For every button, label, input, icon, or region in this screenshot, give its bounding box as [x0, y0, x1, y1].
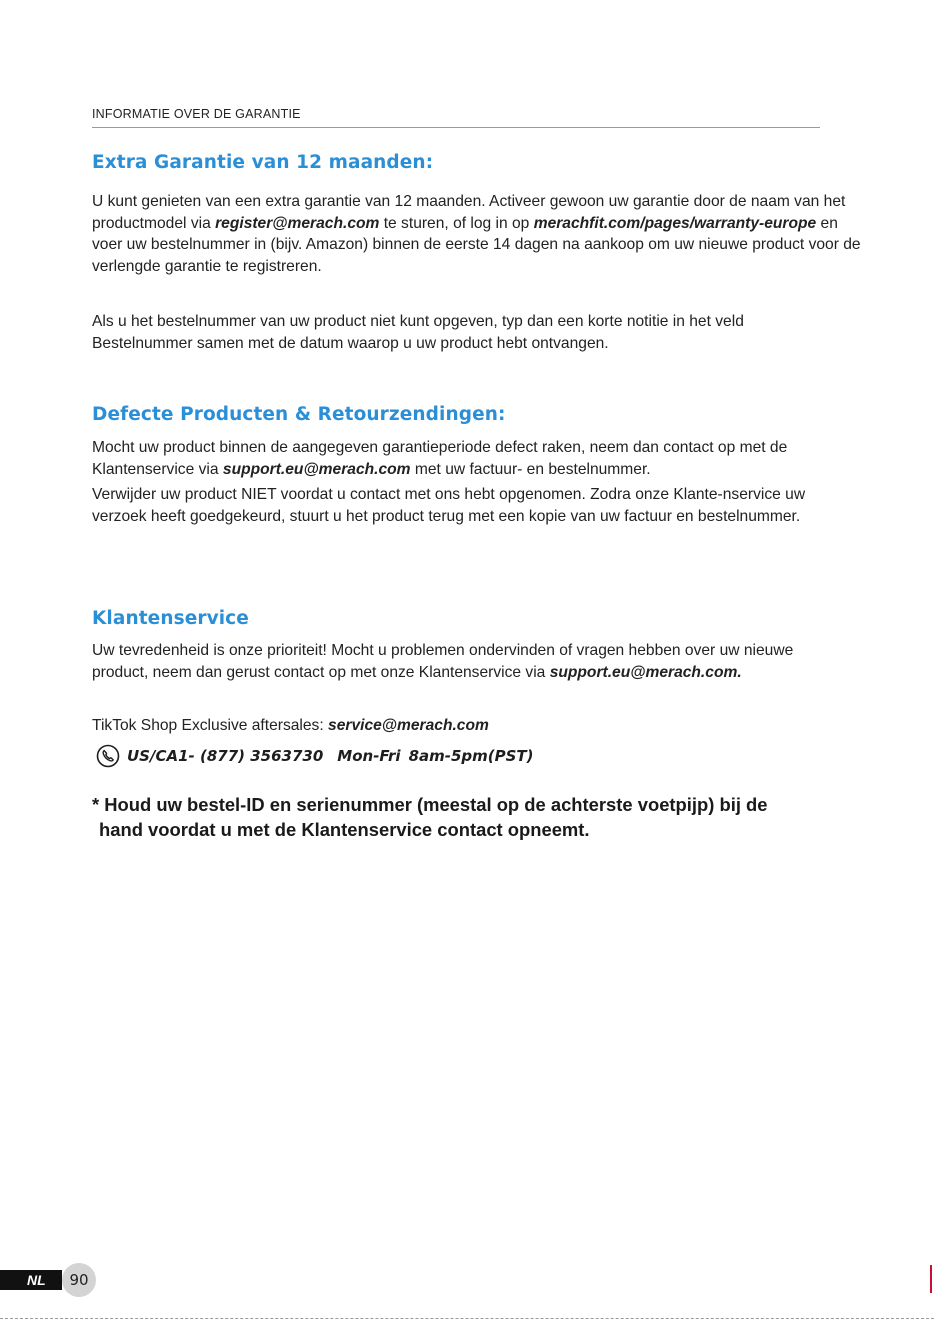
- phone-hours: 8am-5pm(PST): [408, 747, 534, 765]
- bottom-cut-line: [0, 1318, 934, 1319]
- edge-marker: [930, 1265, 932, 1293]
- support-email-link[interactable]: support.eu@merach.com: [222, 460, 411, 478]
- text: en voer uw bestelnummer in (bijv. Amazon) binnen de eerste 14 dagen na aankoop om uw nieuwe product voor de verlengde garantie te registreren.: [92, 214, 861, 275]
- paragraph-customer-service: [92, 640, 842, 683]
- text: U kunt genieten van een extra garantie van 12 maanden. Activeer gewoon uw garantie door de naam van het productmodel via: [92, 193, 846, 232]
- phone-number[interactable]: US/CA1- (877) 3563730: [127, 747, 324, 765]
- text: Uw tevredenheid is onze prioriteit! Mocht u problemen ondervinden of vragen hebben over uw nieuwe product, neem dan gerust contact op met onze Klantenservice via: [92, 642, 794, 681]
- text: Mocht uw product binnen de aangegeven garantieperiode defect raken, neem dan contact op met de Klantenservice via: [92, 439, 788, 478]
- tiktok-service-email-link[interactable]: service@merach.com: [328, 717, 489, 734]
- page-header: INFORMATIE OVER DE GARANTIE: [92, 107, 301, 121]
- section-title-defective-products: Defecte Producten & Retourzendingen:: [92, 404, 506, 425]
- phone-days: Mon-Fri: [337, 747, 401, 765]
- tiktok-label: TikTok Shop Exclusive aftersales:: [92, 717, 329, 734]
- order-id-note: [92, 792, 872, 842]
- register-email-link[interactable]: register@merach.com: [215, 214, 380, 232]
- paragraph-extra-warranty: [92, 191, 872, 277]
- section-title-extra-warranty: Extra Garantie van 12 maanden:: [92, 152, 434, 173]
- note-line-2: hand voordat u met de Klantenservice contact opneemt.: [99, 819, 590, 840]
- section-title-customer-service: Klantenservice: [92, 608, 249, 629]
- tiktok-aftersales-line: [92, 715, 872, 737]
- paragraph-defective-contact: [92, 437, 832, 480]
- phone-icon: [96, 744, 120, 768]
- header-divider: [92, 127, 820, 128]
- text: met uw factuur- en bestelnummer.: [410, 460, 651, 478]
- note-line-1: * Houd uw bestel-ID en serienummer (meestal op de achterste voetpijp) bij de: [92, 794, 768, 815]
- text: te sturen, of log in op: [379, 214, 534, 232]
- phone-contact-row: [96, 744, 534, 768]
- paragraph-return-instructions: Verwijder uw product NIET voordat u contact met ons hebt opgenomen. Zodra onze Klante-nservice uw verzoek heeft goedgekeurd, stuurt u het product terug met een kopie van uw factuur en bestelnummer.: [92, 486, 806, 525]
- support-email-link-2[interactable]: support.eu@merach.com.: [549, 663, 742, 681]
- paragraph-order-number-note: Als u het bestelnummer van uw product niet kunt opgeven, typ dan een korte notitie in het veld Bestelnummer samen met de datum waarop u uw product hebt ontvangen.: [92, 313, 744, 352]
- warranty-url-link[interactable]: merachfit.com/pages/warranty-europe: [533, 214, 817, 232]
- language-code: NL: [27, 1272, 46, 1288]
- page-number: 90: [62, 1263, 96, 1297]
